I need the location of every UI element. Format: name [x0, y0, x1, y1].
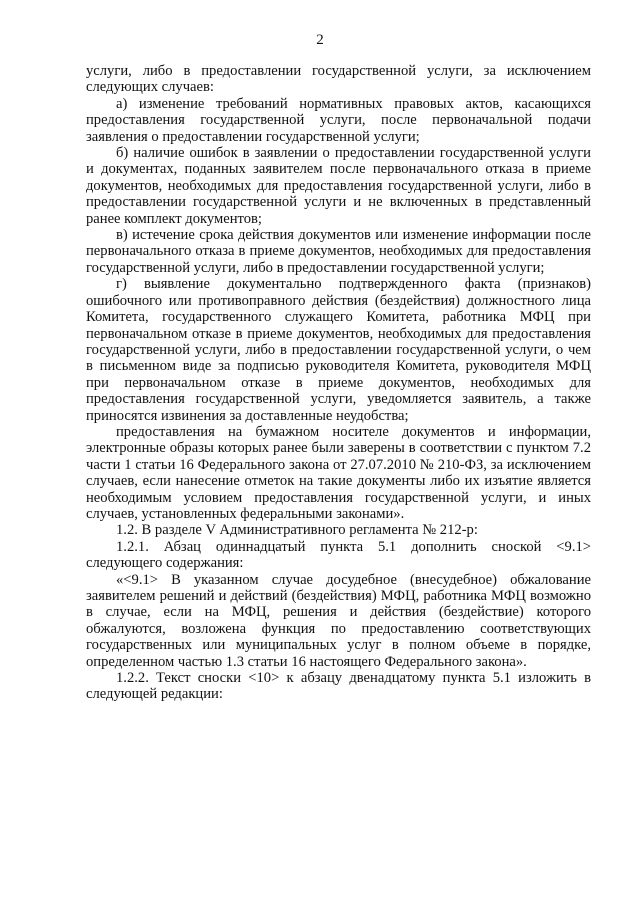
paragraph-paper-documents: предоставления на бумажном носителе документов и информации, электронные образы которых ранее были заверены в соответствии с пунктом 7.2 части 1 статьи 16 Федерального закона от 27.07.2010 № 210-ФЗ, за исключением случаев, если нанесение отметок на такие документы либо их изъятие является необходимым условием предоставления государственной услуги, и иных случаев, установленных федеральными законами». — [86, 423, 591, 522]
paragraph-section-1-2-1: 1.2.1. Абзац одиннадцатый пункта 5.1 дополнить сноской <9.1> следующего содержания: — [86, 538, 591, 572]
paragraph-item-g: г) выявление документально подтвержденного факта (признаков) ошибочного или противоправного действия (бездействия) должностного лица Комитета, государственного служащего Комитета, работника МФЦ при первоначальном отказе в приеме документов, необходимых для предоставления государственной услуги, либо в предоставлении государственной услуги, о чем в письменном виде за подписью руководителя Комитета, руководителя МФЦ при первоначальном отказе в приеме документов, необходимых для предоставления государственной услуги, уведомляется заявитель, а также приносятся извинения за доставленные неудобства; — [86, 276, 591, 424]
paragraph-section-1-2-2: 1.2.2. Текст сноски <10> к абзацу двенадцатому пункта 5.1 изложить в следующей редакции: — [86, 670, 591, 703]
page-number: 2 — [316, 32, 324, 48]
paragraph-section-1-2: 1.2. В разделе V Административного регламента № 212-р: — [116, 522, 478, 539]
paragraph-intro: услуги, либо в предоставлении государственной услуги, за исключением следующих случаев: — [86, 63, 591, 96]
paragraph-item-a: а) изменение требований нормативных правовых актов, касающихся предоставления государственной услуги, после первоначальной подачи заявления о предоставлении государственной услуги; — [86, 95, 591, 145]
paragraph-item-b: б) наличие ошибок в заявлении о предоставлении государственной услуги и документах, поданных заявителем после первоначального отказа в приеме документов, необходимых для предоставления государственной услуги, либо в предоставлении государственной услуги и не включенных в представленный ранее комплект документов; — [86, 145, 591, 227]
document-body — [86, 63, 591, 703]
paragraph-item-v: в) истечение срока действия документов или изменение информации после первоначального отказа в приеме документов, необходимых для предоставления государственной услуги, либо в предоставлении государственной услуги; — [86, 227, 591, 276]
paragraph-footnote-9-1: «<9.1> В указанном случае досудебное (внесудебное) обжалование заявителем решений и действий (бездействия) МФЦ, работника МФЦ возможно в случае, если на МФЦ, решения и действия (бездействие) которого обжалуются, возложена функция по предоставлению соответствующих государственных или муниципальных услуг в полном объеме в порядке, определенном частью 1.3 статьи 16 настоящего Федерального закона». — [86, 571, 591, 670]
